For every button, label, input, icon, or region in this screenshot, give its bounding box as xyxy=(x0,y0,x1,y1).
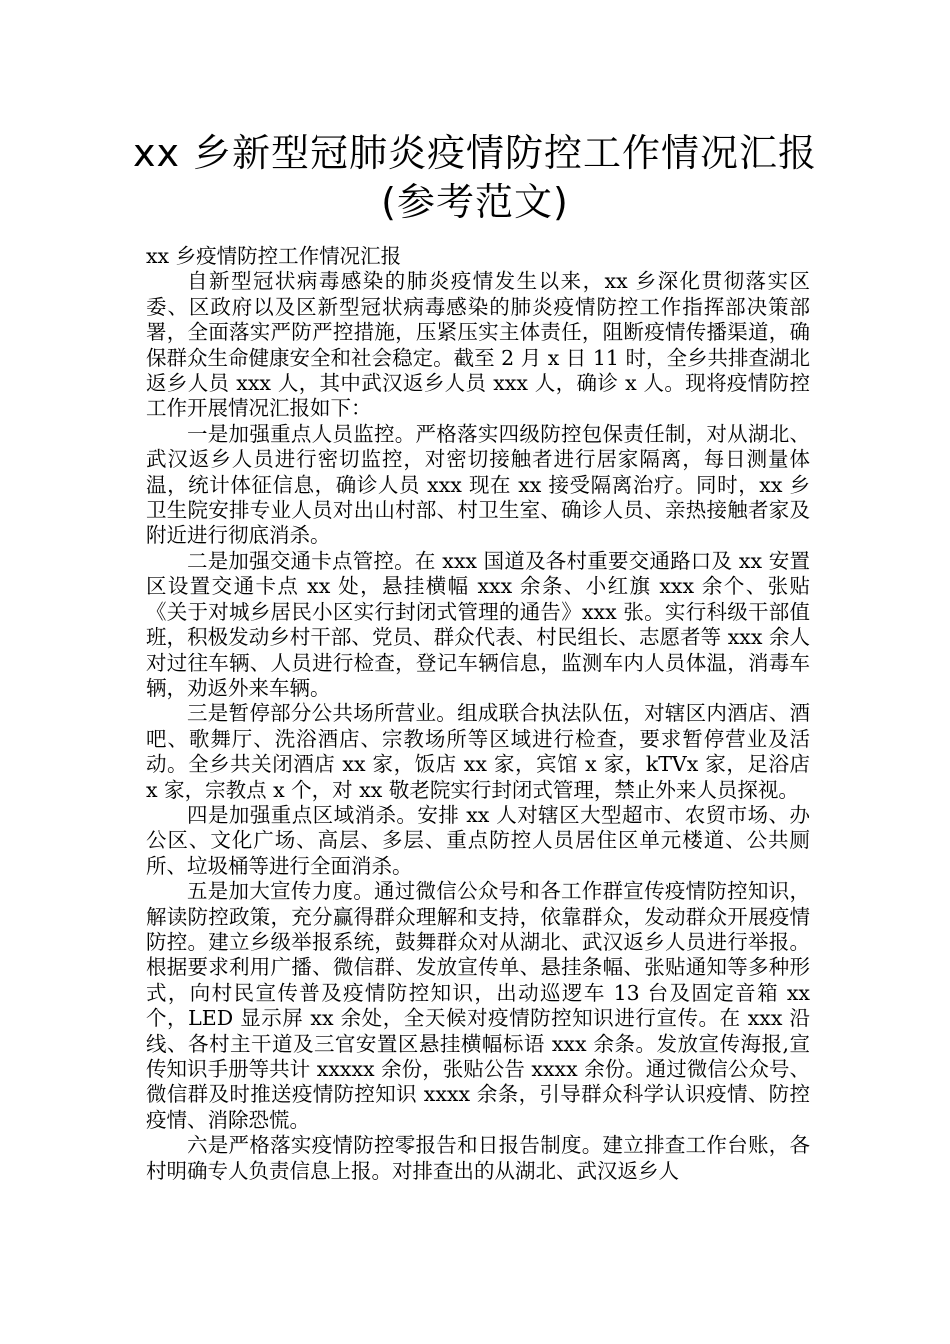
paragraph-item-3: 三是暂停部分公共场所营业。组成联合执法队伍，对辖区内酒店、酒吧、歌舞厅、洗浴酒店、宗教场所等区域进行检查，要求暂停营业及活动。全乡共关闭酒店 xx 家，饭店 xx 家，宾馆 x 家，kTVx 家，足浴店 x 家，宗教点 x 个，对 xx 敬老院实行封闭式管理，禁止外来人员探视。 xyxy=(146,701,810,802)
paragraph-item-2: 二是加强交通卡点管控。在 xxx 国道及各村重要交通路口及 xx 安置区设置交通卡点 xx 处，悬挂横幅 xxx 余条、小红旗 xxx 余个、张贴《关于对城乡居民小区实行封闭式管理的通告》xxx 张。实行科级干部值班，积极发动乡村干部、党员、群众代表、村民组长、志愿者等 xxx 余人对过往车辆、人员进行检查，登记车辆信息，监测车内人员体温，消毒车辆，劝返外来车辆。 xyxy=(146,548,810,700)
paragraph-item-4: 四是加强重点区域消杀。安排 xx 人对辖区大型超市、农贸市场、办公区、文化广场、高层、多层、重点防控人员居住区单元楼道、公共厕所、垃圾桶等进行全面消杀。 xyxy=(146,802,810,878)
paragraph-item-5: 五是加大宣传力度。通过微信公众号和各工作群宣传疫情防控知识，解读防控政策，充分赢得群众理解和支持，依靠群众，发动群众开展疫情防控。建立乡级举报系统，鼓舞群众对从湖北、武汉返乡人员进行举报。根据要求利用广播、微信群、发放宣传单、悬挂条幅、张贴通知等多种形式，向村民宣传普及疫情防控知识，出动巡逻车 13 台及固定音箱 xx 个，LED 显示屏 xx 余处，全天候对疫情防控知识进行宣传。在 xxx 沿线、各村主干道及三官安置区悬挂横幅标语 xxx 余条。发放宣传海报,宣传知识手册等共计 xxxxx 余份，张贴公告 xxxx 余份。通过微信公众号、微信群及时推送疫情防控知识 xxxx 余条，引导群众科学认识疫情、防控疫情、消除恐慌。 xyxy=(146,879,810,1132)
paragraph-intro: 自新型冠状病毒感染的肺炎疫情发生以来，xx 乡深化贯彻落实区委、区政府以及区新型冠状病毒感染的肺炎疫情防控工作指挥部决策部署，全面落实严防严控措施，压紧压实主体责任，阻断疫情传播渠道，确保群众生命健康安全和社会稳定。截至 2 月 x 日 11 时，全乡共排查湖北返乡人员 xxx 人，其中武汉返乡人员 xxx 人，确诊 x 人。现将疫情防控工作开展情况汇报如下： xyxy=(146,269,810,421)
document-subheading: xx 乡疫情防控工作情况汇报 xyxy=(146,244,402,268)
document-body xyxy=(146,244,810,1184)
paragraph-item-6: 六是严格落实疫情防控零报告和日报告制度。建立排查工作台账，各村明确专人负责信息上报。对排查出的从湖北、武汉返乡人 xyxy=(146,1133,810,1183)
document-title-line-1: xx 乡新型冠肺炎疫情防控工作情况汇报 xyxy=(132,131,818,175)
document-title-line-2: (参考范文) xyxy=(381,180,569,224)
paragraph-item-1: 一是加强重点人员监控。严格落实四级防控包保责任制，对从湖北、武汉返乡人员进行密切监控，对密切接触者进行居家隔离，每日测量体温，统计体征信息，确诊人员 xxx 现在 xx 接受隔离治疗。同时，xx 乡卫生院安排专业人员对出山村部、村卫生室、确诊人员、亲热接触者家及附近进行彻底消杀。 xyxy=(146,421,810,548)
